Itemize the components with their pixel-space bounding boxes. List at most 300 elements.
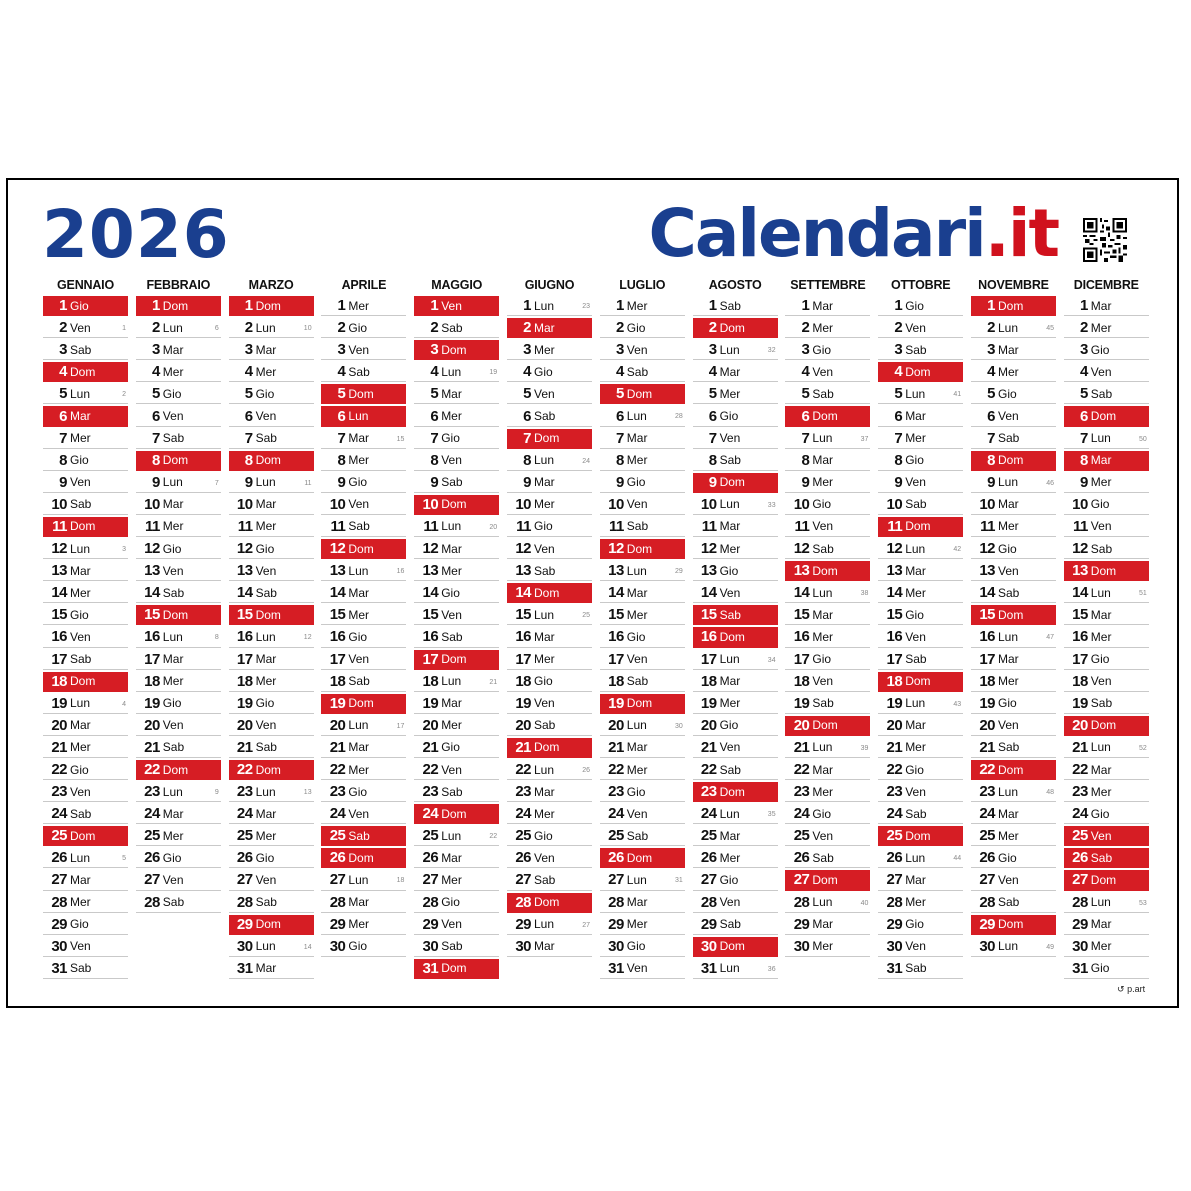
- day-row: [136, 318, 221, 338]
- week-number: 34: [767, 656, 776, 664]
- day-row: [600, 915, 685, 935]
- weekday-label: Gio: [441, 895, 460, 910]
- holiday-day-row: [414, 650, 499, 670]
- day-row: [878, 296, 963, 316]
- day-row: [1064, 760, 1149, 780]
- day-number: 22: [329, 761, 346, 779]
- weekday-label: Mer: [812, 784, 834, 799]
- weekday-label: Dom: [998, 453, 1024, 468]
- day-row: [785, 429, 870, 449]
- day-number: 13: [793, 562, 810, 580]
- day-row: [414, 362, 499, 382]
- weekday-label: Dom: [534, 895, 560, 910]
- day-row: [600, 473, 685, 493]
- day-number: 23: [144, 783, 160, 801]
- day-row: [693, 362, 778, 382]
- weekday-label: Ven: [626, 497, 648, 512]
- day-row: [507, 937, 592, 957]
- weekday-label: Dom: [905, 364, 931, 379]
- day-row: [971, 561, 1056, 581]
- weekday-label: Lun: [812, 585, 833, 600]
- weekday-label: Lun: [812, 431, 833, 446]
- day-number: 11: [887, 517, 903, 535]
- day-row: [229, 804, 314, 824]
- day-row: [43, 870, 128, 890]
- holiday-day-row: [229, 915, 314, 935]
- day-row: [878, 915, 963, 935]
- month-name: AGOSTO: [708, 278, 762, 292]
- weekday-label: Ven: [626, 806, 648, 821]
- weekday-label: Mar: [626, 895, 648, 910]
- weekday-label: Mar: [998, 497, 1019, 512]
- day-number: 15: [422, 606, 439, 624]
- day-number: 6: [59, 407, 67, 425]
- day-number: 6: [894, 407, 903, 425]
- day-row: [321, 605, 406, 625]
- day-number: 17: [700, 650, 717, 668]
- day-row: [43, 716, 128, 736]
- day-number: 22: [793, 761, 810, 779]
- weekday-label: Lun: [70, 386, 91, 401]
- weekday-label: Mer: [162, 519, 184, 534]
- day-number: 8: [708, 451, 717, 469]
- day-list: [878, 296, 963, 979]
- day-row: [600, 495, 685, 515]
- day-row: [229, 429, 314, 449]
- day-row: [507, 672, 592, 692]
- day-number: 12: [700, 540, 717, 558]
- holiday-day-row: [321, 848, 406, 868]
- day-number: 25: [979, 827, 995, 845]
- weekday-label: Sab: [812, 386, 834, 401]
- day-row: [507, 451, 592, 471]
- weekday-label: Dom: [812, 563, 838, 578]
- weekday-label: Lun: [905, 696, 926, 711]
- day-row: [507, 605, 592, 625]
- weekday-label: Mer: [1090, 475, 1112, 490]
- weekday-label: Mer: [812, 320, 834, 335]
- day-row: [43, 760, 128, 780]
- weekday-label: Dom: [626, 850, 653, 865]
- day-number: 9: [337, 473, 346, 491]
- day-row: [136, 848, 221, 868]
- weekday-label: Mar: [255, 652, 277, 667]
- week-number: 52: [1139, 744, 1147, 752]
- day-row: [414, 517, 499, 537]
- month-column: [43, 274, 128, 981]
- day-row: [1064, 937, 1149, 957]
- holiday-day-row: [878, 362, 963, 382]
- weekday-label: Lun: [534, 607, 555, 622]
- day-number: 2: [337, 319, 346, 337]
- day-number: 6: [1079, 407, 1088, 425]
- day-number: 12: [144, 540, 160, 558]
- day-row: [693, 804, 778, 824]
- weekday-label: Mar: [905, 409, 926, 424]
- day-row: [507, 627, 592, 647]
- day-number: 3: [59, 341, 67, 359]
- day-row: [414, 738, 499, 758]
- day-row: [878, 937, 963, 957]
- weekday-label: Mar: [348, 585, 370, 600]
- day-number: 3: [523, 341, 531, 359]
- weekday-label: Mar: [348, 895, 370, 910]
- day-number: 16: [886, 628, 903, 646]
- day-number: 20: [700, 716, 717, 734]
- day-number: 5: [894, 385, 903, 403]
- day-number: 17: [144, 650, 160, 668]
- holiday-day-row: [507, 318, 592, 338]
- day-row: [600, 672, 685, 692]
- weekday-label: Ven: [905, 475, 926, 490]
- day-number: 23: [1072, 783, 1088, 801]
- day-row: [693, 826, 778, 846]
- day-row: [507, 384, 592, 404]
- day-number: 6: [523, 407, 531, 425]
- weekday-label: Ven: [255, 409, 277, 424]
- day-number: 22: [700, 761, 717, 779]
- day-row: [507, 826, 592, 846]
- day-row: [414, 915, 499, 935]
- day-row: [600, 429, 685, 449]
- day-row: [785, 738, 870, 758]
- day-row: [507, 716, 592, 736]
- weekday-label: Lun: [441, 828, 462, 843]
- week-number: 29: [675, 568, 683, 576]
- day-number: 28: [51, 893, 67, 911]
- day-row: [321, 870, 406, 890]
- holiday-day-row: [414, 804, 499, 824]
- day-number: 2: [708, 319, 717, 337]
- day-row: [1064, 915, 1149, 935]
- day-row: [878, 870, 963, 890]
- holiday-day-row: [693, 627, 778, 647]
- weekday-label: Mar: [1090, 762, 1112, 777]
- day-number: 4: [430, 363, 439, 381]
- weekday-label: Dom: [70, 364, 96, 379]
- day-row: [321, 893, 406, 913]
- weekday-label: Sab: [441, 320, 463, 335]
- day-number: 30: [329, 937, 346, 955]
- weekday-label: Gio: [255, 541, 275, 556]
- day-row: [1064, 627, 1149, 647]
- weekday-label: Lun: [719, 497, 740, 512]
- day-row: [1064, 340, 1149, 360]
- day-number: 15: [1072, 606, 1088, 624]
- weekday-label: Dom: [441, 497, 467, 512]
- weekday-label: Ven: [162, 409, 184, 424]
- day-row: [878, 429, 963, 449]
- day-number: 20: [236, 716, 253, 734]
- day-number: 25: [700, 827, 717, 845]
- day-number: 13: [1072, 562, 1088, 580]
- day-number: 13: [608, 562, 624, 580]
- holiday-day-row: [1064, 716, 1149, 736]
- weekday-label: Mer: [348, 607, 370, 622]
- day-number: 22: [515, 761, 531, 779]
- weekday-label: Ven: [905, 939, 926, 954]
- weekday-label: Mar: [534, 629, 555, 644]
- day-row: [785, 826, 870, 846]
- brand-tld: .it: [984, 195, 1058, 272]
- day-number: 19: [793, 694, 810, 712]
- day-number: 8: [59, 451, 67, 469]
- day-row: [693, 738, 778, 758]
- day-row: [785, 672, 870, 692]
- day-row: [321, 804, 406, 824]
- weekday-label: Sab: [162, 895, 185, 910]
- day-row: [600, 804, 685, 824]
- weekday-label: Mar: [812, 453, 834, 468]
- day-number: 17: [793, 650, 810, 668]
- weekday-label: Gio: [70, 762, 89, 777]
- day-number: 24: [51, 805, 67, 823]
- weekday-label: Ven: [534, 696, 555, 711]
- weekday-label: Gio: [1090, 342, 1110, 357]
- holiday-day-row: [507, 893, 592, 913]
- holiday-day-row: [971, 605, 1056, 625]
- weekday-label: Sab: [626, 519, 649, 534]
- day-number: 5: [244, 385, 253, 403]
- week-number: 41: [953, 391, 962, 399]
- week-number: 43: [953, 700, 962, 708]
- day-row: [693, 870, 778, 890]
- weekday-label: Mer: [534, 806, 555, 821]
- day-number: 13: [144, 562, 160, 580]
- weekday-label: Gio: [70, 453, 89, 468]
- weekday-label: Mar: [626, 740, 648, 755]
- weekday-label: Sab: [348, 519, 370, 534]
- day-row: [693, 760, 778, 780]
- day-row: [971, 384, 1056, 404]
- day-number: 11: [1072, 517, 1088, 535]
- day-number: 5: [337, 385, 346, 403]
- weekday-label: Gio: [534, 364, 553, 379]
- week-number: 5: [122, 855, 126, 863]
- day-row: [414, 406, 499, 426]
- weekday-label: Lun: [1090, 740, 1111, 755]
- printer-mark-label: p.art: [1127, 984, 1146, 994]
- day-number: 16: [51, 628, 67, 646]
- weekday-label: Ven: [162, 718, 184, 733]
- day-number: 8: [801, 451, 810, 469]
- day-row: [507, 760, 592, 780]
- day-number: 8: [987, 451, 995, 469]
- day-row: [1064, 650, 1149, 670]
- weekday-label: Gio: [626, 320, 646, 335]
- day-number: 29: [793, 915, 810, 933]
- weekday-label: Lun: [70, 541, 91, 556]
- week-number: 53: [1139, 899, 1147, 907]
- day-number: 23: [979, 783, 995, 801]
- day-list: [693, 296, 778, 979]
- day-number: 10: [1072, 495, 1088, 513]
- weekday-label: Ven: [905, 629, 926, 644]
- weekday-label: Ven: [255, 872, 277, 887]
- day-number: 30: [236, 937, 253, 955]
- day-number: 25: [886, 827, 903, 845]
- day-number: 31: [700, 959, 717, 977]
- weekday-label: Mer: [162, 674, 184, 689]
- weekday-label: Dom: [626, 386, 653, 401]
- holiday-day-row: [971, 915, 1056, 935]
- day-number: 13: [515, 562, 531, 580]
- week-number: 28: [675, 413, 683, 421]
- weekday-label: Gio: [441, 740, 460, 755]
- month-column: [878, 274, 963, 981]
- weekday-label: Mar: [812, 607, 834, 622]
- day-number: 1: [1079, 297, 1088, 315]
- weekday-label: Mar: [441, 386, 462, 401]
- day-number: 11: [980, 517, 995, 535]
- day-row: [229, 627, 314, 647]
- day-row: [43, 451, 128, 471]
- day-number: 13: [886, 562, 903, 580]
- weekday-label: Sab: [812, 541, 834, 556]
- day-number: 21: [608, 738, 624, 756]
- weekday-label: Dom: [255, 917, 281, 932]
- day-row: [971, 848, 1056, 868]
- holiday-day-row: [1064, 561, 1149, 581]
- day-number: 8: [244, 451, 253, 469]
- day-row: [43, 915, 128, 935]
- day-number: 22: [1072, 761, 1088, 779]
- day-row: [507, 694, 592, 714]
- day-number: 26: [329, 849, 346, 867]
- day-number: 30: [700, 937, 717, 955]
- day-row: [971, 937, 1056, 957]
- weekday-label: Lun: [348, 563, 369, 578]
- day-list: [600, 296, 685, 979]
- weekday-label: Dom: [255, 298, 281, 313]
- day-row: [321, 451, 406, 471]
- day-number: 12: [608, 540, 624, 558]
- day-number: 12: [236, 540, 253, 558]
- week-number: 18: [396, 877, 405, 885]
- holiday-day-row: [785, 870, 870, 890]
- day-number: 27: [144, 871, 160, 889]
- day-row: [507, 650, 592, 670]
- day-row: [43, 561, 128, 581]
- weekday-label: Ven: [719, 431, 741, 446]
- day-row: [507, 495, 592, 515]
- weekday-label: Sab: [812, 850, 834, 865]
- day-number: 22: [51, 761, 67, 779]
- day-number: 23: [329, 783, 346, 801]
- day-number: 18: [700, 672, 717, 690]
- holiday-day-row: [229, 760, 314, 780]
- week-number: 10: [303, 325, 312, 333]
- day-number: 17: [51, 650, 67, 668]
- weekday-label: Ven: [626, 652, 648, 667]
- day-number: 20: [329, 716, 346, 734]
- weekday-label: Lun: [905, 541, 926, 556]
- day-row: [693, 406, 778, 426]
- week-number: 26: [582, 766, 590, 774]
- day-row: [43, 782, 128, 802]
- day-row: [136, 473, 221, 493]
- week-number: 14: [303, 943, 312, 951]
- day-number: 3: [337, 341, 346, 359]
- holiday-day-row: [136, 296, 221, 316]
- day-number: 28: [793, 893, 810, 911]
- day-number: 21: [236, 738, 253, 756]
- day-number: 23: [236, 783, 253, 801]
- day-number: 18: [886, 672, 903, 690]
- weekday-label: Gio: [998, 696, 1017, 711]
- weekday-label: Mar: [70, 409, 91, 424]
- holiday-day-row: [971, 760, 1056, 780]
- day-number: 20: [422, 716, 439, 734]
- day-number: 11: [516, 517, 531, 535]
- day-row: [136, 627, 221, 647]
- day-number: 7: [894, 429, 903, 447]
- day-row: [136, 495, 221, 515]
- weekday-label: Gio: [905, 453, 924, 468]
- weekday-label: Gio: [812, 497, 832, 512]
- day-number: 29: [515, 915, 531, 933]
- weekday-label: Mer: [626, 762, 648, 777]
- day-number: 13: [700, 562, 717, 580]
- day-number: 2: [244, 319, 253, 337]
- day-row: [43, 539, 128, 559]
- day-number: 25: [515, 827, 531, 845]
- day-number: 17: [236, 650, 253, 668]
- day-row: [785, 627, 870, 647]
- weekday-label: Mar: [162, 806, 184, 821]
- day-row: [878, 384, 963, 404]
- holiday-day-row: [693, 318, 778, 338]
- weekday-label: Sab: [719, 607, 741, 622]
- day-number: 18: [979, 672, 995, 690]
- weekday-label: Ven: [719, 585, 741, 600]
- week-number: 51: [1139, 590, 1147, 598]
- holiday-day-row: [785, 561, 870, 581]
- weekday-label: Ven: [441, 762, 462, 777]
- holiday-day-row: [1064, 826, 1149, 846]
- day-number: 25: [329, 827, 346, 845]
- week-number: 22: [489, 833, 498, 841]
- day-row: [785, 384, 870, 404]
- month-column: [1064, 274, 1149, 981]
- week-number: 33: [767, 501, 776, 509]
- day-number: 16: [329, 628, 346, 646]
- day-number: 29: [329, 915, 346, 933]
- month-column: [414, 274, 499, 981]
- weekday-label: Mar: [719, 519, 741, 534]
- month-name: NOVEMBRE: [978, 278, 1049, 292]
- weekday-label: Dom: [998, 607, 1024, 622]
- day-number: 22: [979, 761, 995, 779]
- day-row: [136, 583, 221, 603]
- weekday-label: Lun: [719, 342, 740, 357]
- holiday-day-row: [971, 296, 1056, 316]
- day-number: 6: [987, 407, 995, 425]
- day-number: 21: [515, 738, 531, 756]
- holiday-day-row: [43, 406, 128, 426]
- day-row: [971, 738, 1056, 758]
- day-row: [971, 694, 1056, 714]
- day-number: 11: [52, 517, 67, 535]
- month-column: [229, 274, 314, 981]
- weekday-label: Lun: [719, 652, 740, 667]
- day-row: [229, 937, 314, 957]
- weekday-label: Lun: [626, 563, 647, 578]
- day-number: 21: [886, 738, 903, 756]
- day-number: 7: [615, 429, 624, 447]
- week-number: 2: [122, 391, 126, 399]
- weekday-label: Gio: [812, 342, 832, 357]
